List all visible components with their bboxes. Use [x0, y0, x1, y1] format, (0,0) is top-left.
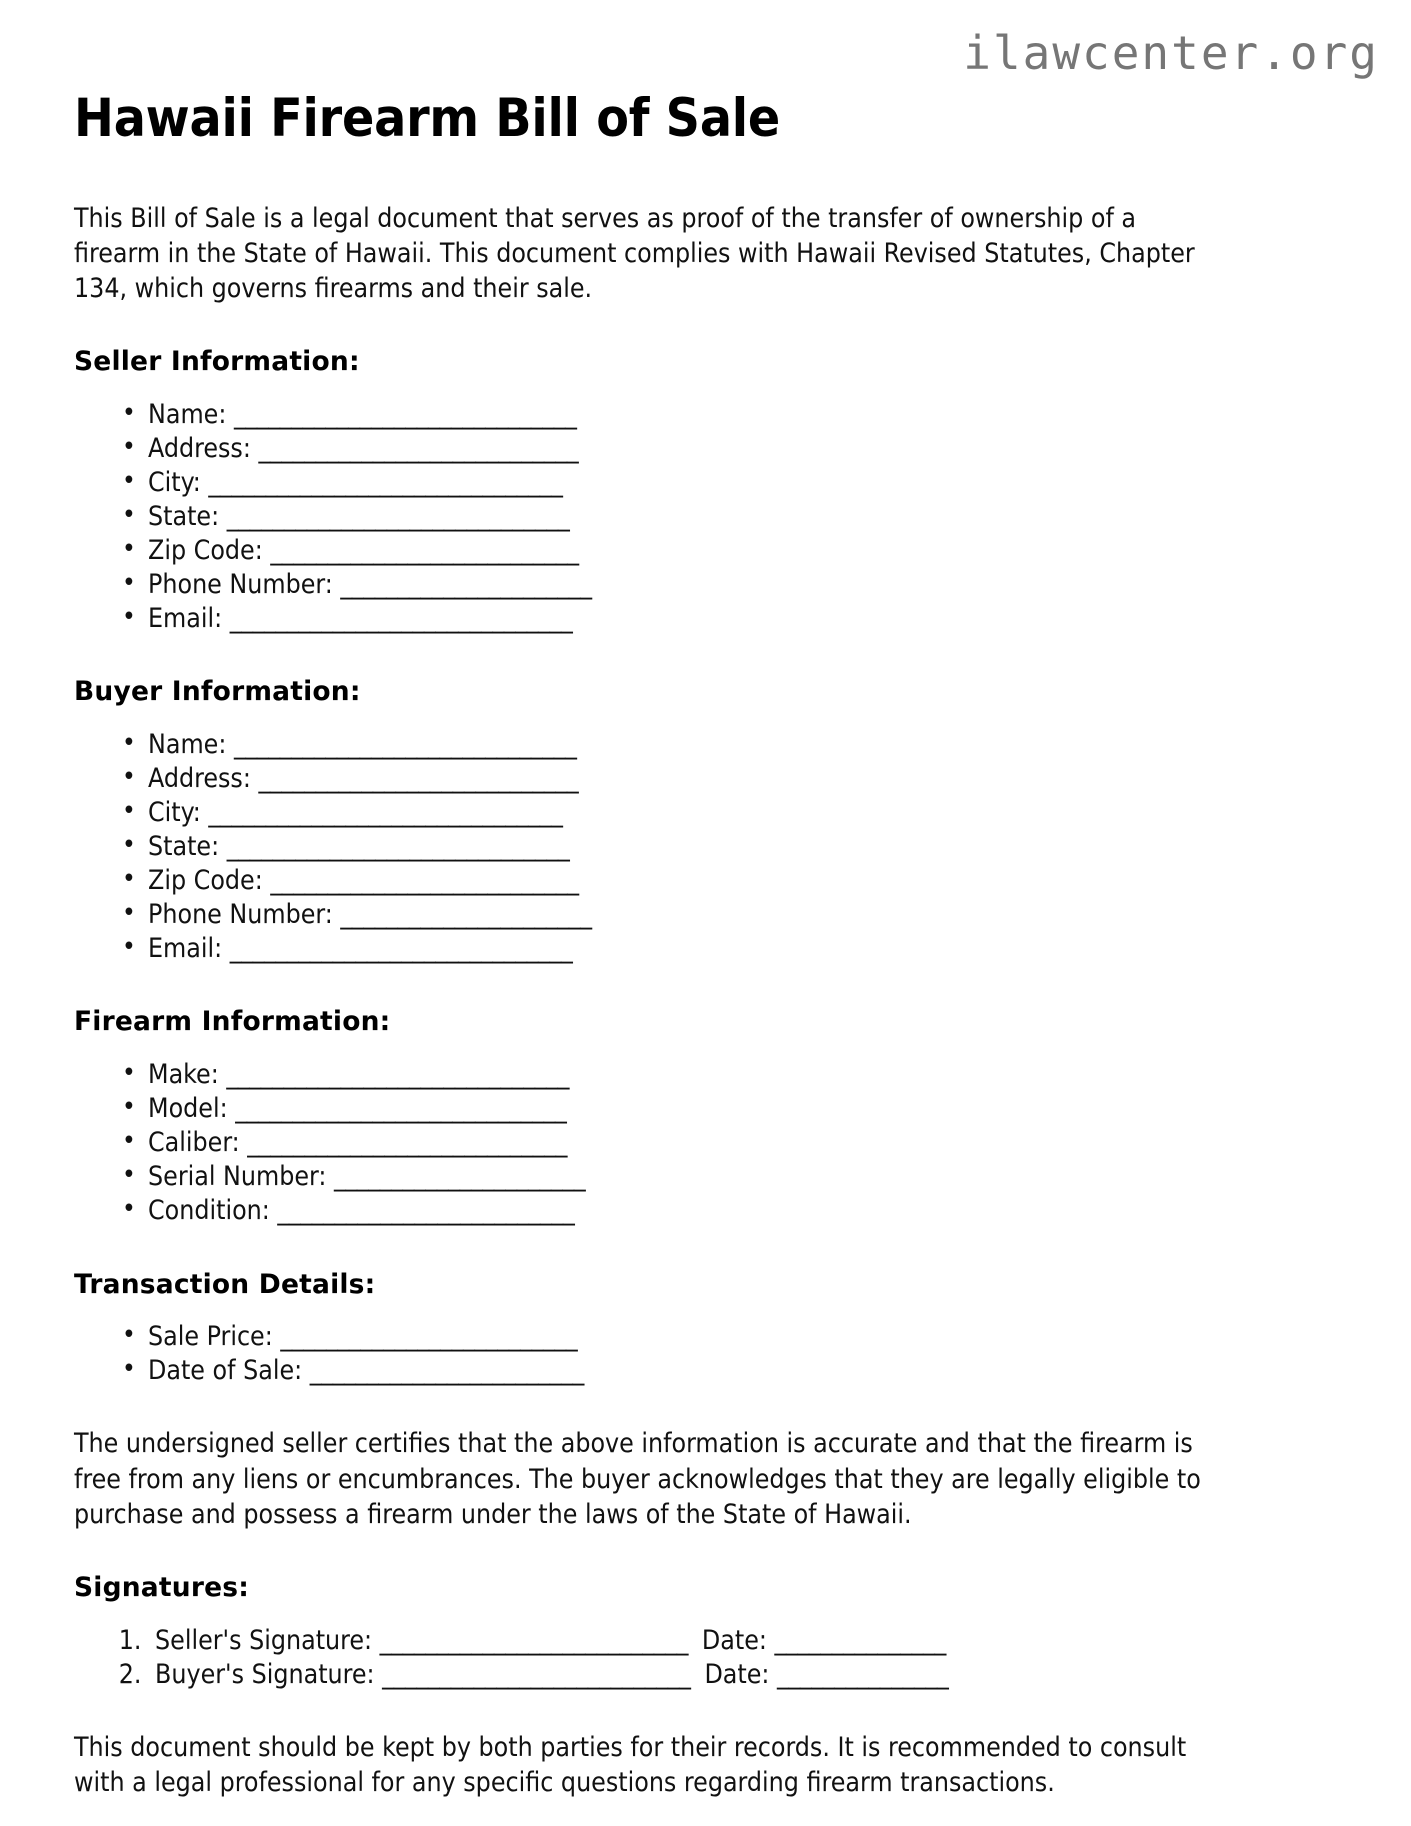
- field-blank-line[interactable]: ___________________________: [270, 535, 579, 567]
- signature-blank-line[interactable]: ___________________________: [379, 1624, 688, 1656]
- field-blank-line[interactable]: ______________________________: [226, 1059, 569, 1091]
- seller-information-heading: Seller Information:: [74, 346, 360, 378]
- field-blank-line[interactable]: _______________________________: [208, 797, 563, 829]
- signature-date-label: Date:: [701, 1624, 767, 1656]
- field-blank-line[interactable]: ________________________: [309, 1355, 584, 1387]
- document-content: [74, 88, 1339, 1801]
- field-label: City:: [148, 797, 201, 829]
- signature-label: Seller's Signature:: [155, 1624, 373, 1656]
- list-item: [114, 602, 1339, 636]
- list-item: [114, 1092, 1339, 1126]
- footer-paragraph: This document should be kept by both parties for their records. It is recommended to consult with a legal professional for any specific questions regarding firearm transactions.: [74, 1732, 1187, 1799]
- certification-paragraph: The undersigned seller certifies that the above information is accurate and that the firearm is free from any liens or encumbrances. The buyer acknowledges that they are legally eligible to purchase and possess a firearm under the laws of the State of Hawaii.: [74, 1428, 1201, 1530]
- field-blank-line[interactable]: ______________________________: [233, 399, 577, 431]
- signature-date-blank-line[interactable]: _______________: [777, 1659, 949, 1691]
- field-label: Make:: [148, 1059, 219, 1091]
- field-label: Serial Number:: [148, 1161, 327, 1193]
- field-label: Email:: [148, 603, 223, 635]
- list-item: [114, 534, 1339, 568]
- field-label: Email:: [148, 933, 223, 965]
- transaction-fields-list: [74, 1320, 1339, 1388]
- list-item: [114, 398, 1339, 432]
- field-label: Phone Number:: [148, 569, 333, 601]
- field-label: State:: [148, 501, 220, 533]
- firearm-fields-list: [74, 1058, 1339, 1228]
- field-blank-line[interactable]: ___________________________: [270, 865, 579, 897]
- list-item: [114, 1194, 1339, 1228]
- field-label: Date of Sale:: [148, 1355, 303, 1387]
- field-label: Sale Price:: [148, 1321, 273, 1353]
- field-blank-line[interactable]: ____________________________: [258, 433, 579, 465]
- field-blank-line[interactable]: ______________________: [340, 899, 592, 931]
- field-label: Zip Code:: [148, 865, 263, 897]
- field-label: Address:: [148, 763, 251, 795]
- field-blank-line[interactable]: __________________________: [280, 1321, 578, 1353]
- signature-date-blank-line[interactable]: _______________: [774, 1624, 946, 1656]
- seller-fields-list: [74, 398, 1339, 636]
- signature-label: Buyer's Signature:: [155, 1659, 375, 1691]
- list-item: [114, 1354, 1339, 1388]
- list-item: [114, 864, 1339, 898]
- field-blank-line[interactable]: __________________________: [277, 1195, 575, 1227]
- field-label: Address:: [148, 433, 251, 465]
- field-label: Phone Number:: [148, 899, 333, 931]
- field-blank-line[interactable]: ______________________: [333, 1161, 586, 1193]
- field-label: Condition:: [148, 1195, 270, 1227]
- signatures-heading: Signatures:: [74, 1572, 250, 1604]
- signature-blank-line[interactable]: ___________________________: [382, 1659, 691, 1691]
- field-label: Model:: [148, 1093, 228, 1125]
- list-item: [114, 898, 1339, 932]
- list-item: [114, 432, 1339, 466]
- list-item: [114, 796, 1339, 830]
- list-item: [114, 762, 1339, 796]
- signature-date-label: Date:: [704, 1659, 770, 1691]
- buyer-information-heading: Buyer Information:: [74, 676, 361, 708]
- list-item: [114, 466, 1339, 500]
- field-blank-line[interactable]: ____________________________: [247, 1127, 567, 1159]
- field-label: Zip Code:: [148, 535, 263, 567]
- field-label: City:: [148, 467, 201, 499]
- site-watermark: ilawcenter.org: [963, 26, 1379, 80]
- field-label: Caliber:: [148, 1127, 240, 1159]
- field-blank-line[interactable]: ______________________: [340, 569, 592, 601]
- field-blank-line[interactable]: ______________________________: [226, 831, 570, 863]
- transaction-details-heading: Transaction Details:: [74, 1268, 376, 1300]
- list-item: [149, 1624, 1339, 1658]
- list-item: [114, 1126, 1339, 1160]
- list-item: [114, 1160, 1339, 1194]
- field-blank-line[interactable]: ____________________________: [258, 763, 579, 795]
- field-blank-line[interactable]: ______________________________: [229, 603, 573, 635]
- list-item: [114, 728, 1339, 762]
- list-item: [114, 830, 1339, 864]
- field-label: Name:: [148, 729, 227, 761]
- intro-paragraph: This Bill of Sale is a legal document that serves as proof of the transfer of ownership of a firearm in the State of Hawaii. This document complies with Hawaii Revised Statutes, Chapter 134, which governs firearms and their sale.: [74, 202, 1195, 304]
- buyer-fields-list: [74, 728, 1339, 966]
- field-blank-line[interactable]: ______________________________: [233, 729, 577, 761]
- field-blank-line[interactable]: _____________________________: [235, 1093, 567, 1125]
- list-item: [114, 932, 1339, 966]
- field-blank-line[interactable]: ______________________________: [226, 501, 570, 533]
- field-label: Name:: [148, 399, 227, 431]
- field-blank-line[interactable]: ______________________________: [229, 933, 573, 965]
- list-item: [114, 1058, 1339, 1092]
- list-item: [114, 568, 1339, 602]
- list-item: [149, 1658, 1339, 1692]
- list-item: [114, 1320, 1339, 1354]
- field-blank-line[interactable]: _______________________________: [208, 467, 563, 499]
- firearm-information-heading: Firearm Information:: [74, 1006, 391, 1038]
- list-item: [114, 500, 1339, 534]
- field-label: State:: [148, 831, 220, 863]
- page-title: Hawaii Firearm Bill of Sale: [74, 88, 781, 149]
- signatures-list: [74, 1624, 1339, 1692]
